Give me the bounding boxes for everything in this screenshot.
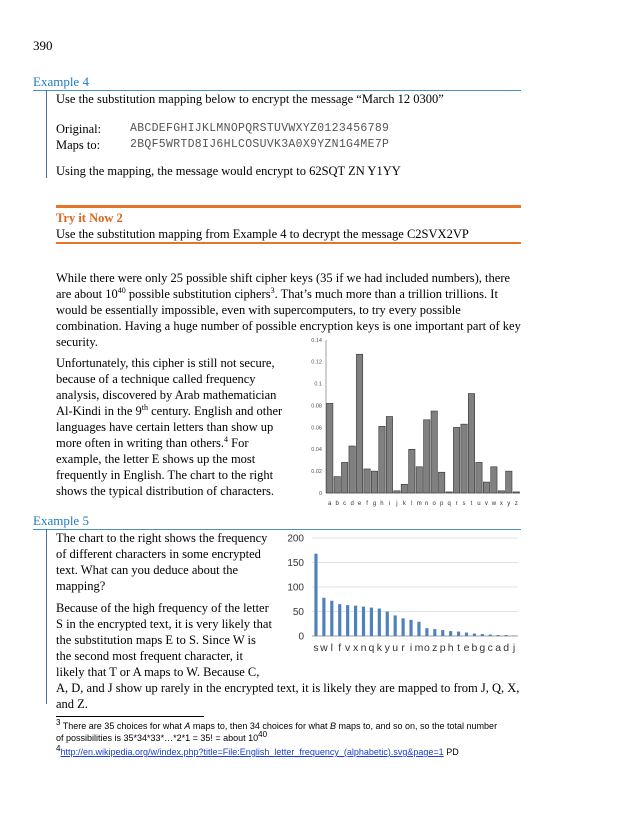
x-tick-label: q [447, 501, 451, 507]
x-tick-label: w [320, 642, 328, 654]
wikipedia-link[interactable]: http://en.wikipedia.org/w/index.php?title=File:English_letter_frequency_(alphabetic).svg&page=1 [60, 747, 444, 757]
try-it-now-top-rule [56, 205, 521, 208]
bar-c [341, 462, 347, 493]
bar-z [513, 492, 519, 493]
y-tick-label: 0.08 [311, 403, 322, 410]
x-tick-label: y [384, 642, 390, 654]
x-tick-label: k [402, 501, 406, 507]
x-tick-label: s [462, 501, 466, 507]
x-tick-label: p [439, 501, 444, 507]
x-tick-label: d [503, 642, 510, 654]
page-number: 390 [33, 38, 53, 53]
bar-u [476, 462, 482, 493]
bar-q [446, 492, 452, 493]
bar-n [424, 420, 430, 493]
bar-p [441, 630, 444, 636]
y-tick-label: 0.1 [314, 381, 322, 388]
original-label: Original: [56, 122, 102, 136]
x-tick-label: a [495, 642, 502, 654]
example-4-title: Example 4 [33, 74, 89, 89]
try-it-now-title: Try it Now 2 [56, 211, 123, 225]
bar-h [379, 426, 385, 493]
x-tick-label: g [479, 642, 486, 654]
bar-o [431, 411, 437, 493]
example-5-question: The chart to the right shows the frequency of different characters in some encrypted text. What can you deduce about the mapping? [56, 531, 268, 593]
bar-k [378, 609, 381, 636]
x-tick-label: o [423, 642, 430, 654]
bar-r [402, 618, 405, 636]
y-tick-label: 0 [298, 631, 304, 643]
x-tick-label: l [330, 642, 333, 654]
x-tick-label: t [457, 642, 461, 654]
bar-y [506, 471, 512, 493]
bar-x [498, 491, 504, 493]
x-tick-label: m [414, 642, 424, 654]
bar-r [453, 427, 459, 493]
example-4-intro: Use the substitution mapping below to encrypt the message “March 12 0300” [56, 92, 444, 106]
bar-i [386, 417, 392, 494]
x-tick-label: p [439, 642, 446, 654]
bar-v [483, 482, 489, 493]
english-frequency-chart [298, 334, 526, 514]
original-alphabet: ABCDEFGHIJKLMNOPQRSTUVWXYZ0123456789 [130, 122, 390, 135]
y-tick-label: 0.12 [311, 359, 322, 366]
x-tick-label: f [338, 642, 342, 654]
bar-h [449, 631, 452, 636]
maps-to-label: Maps to: [56, 138, 101, 152]
bar-o [425, 628, 428, 636]
x-tick-label: l [411, 501, 413, 507]
example-5-title: Example 5 [33, 513, 89, 528]
bar-t [457, 632, 460, 636]
bar-y [386, 612, 389, 637]
x-tick-label: x [352, 642, 359, 654]
bar-s [314, 554, 317, 636]
footnote-3: $^3$ There are 35 choices for what A maps to, then 34 choices for what B maps to, and so on, so the total number of possibilities is 35*34*33*…*2*1 = 35! = about $10^{40}$ [56, 718, 498, 743]
x-tick-label: k [376, 642, 382, 654]
x-tick-label: n [425, 501, 429, 507]
bar-i [409, 620, 412, 636]
y-tick-label: 150 [287, 557, 304, 569]
bar-s [461, 424, 467, 493]
example-4-result: Using the mapping, the message would encrypt to 62SQT ZN Y1YY [56, 164, 401, 178]
y-tick-label: 50 [292, 606, 304, 618]
bar-v [346, 605, 349, 636]
y-tick-label: 0.04 [311, 447, 322, 454]
x-tick-label: z [432, 642, 438, 654]
bar-l [330, 601, 333, 636]
bar-x [354, 606, 357, 636]
x-tick-label: b [335, 501, 339, 507]
bar-m [417, 622, 420, 636]
x-tick-label: r [455, 501, 458, 507]
bar-d [349, 446, 355, 493]
bar-m [416, 467, 422, 493]
example-5-side-bar [46, 529, 47, 704]
x-tick-label: y [507, 501, 511, 507]
x-tick-label: m [416, 501, 422, 507]
bar-a [327, 403, 333, 493]
x-tick-label: u [392, 642, 399, 654]
x-tick-label: h [447, 642, 454, 654]
try-it-now-text: Use the substitution mapping from Example 4 to decrypt the message C2SVX2VP [56, 227, 469, 241]
x-tick-label: d [350, 501, 354, 507]
y-tick-label: 200 [287, 533, 304, 545]
x-tick-label: u [477, 501, 481, 507]
bar-p [438, 472, 444, 493]
x-tick-label: v [484, 501, 488, 507]
bar-l [409, 449, 415, 493]
maps-to-alphabet: 2BQF5WRTD8IJ6HLCOSUVK3A0X9YZN1G4ME7P [130, 138, 390, 151]
bar-d [505, 635, 508, 636]
x-tick-label: f [366, 501, 368, 507]
x-tick-label: i [409, 642, 413, 654]
bar-t [468, 394, 474, 493]
y-tick-label: 0 [318, 490, 322, 497]
x-tick-label: j [396, 501, 398, 507]
x-tick-label: z [514, 501, 518, 507]
bar-e [356, 354, 362, 493]
x-tick-label: e [463, 642, 470, 654]
x-tick-label: c [343, 501, 347, 507]
bar-b [473, 634, 476, 636]
x-tick-label: s [313, 642, 319, 654]
y-tick-label: 100 [287, 582, 304, 594]
bar-g [481, 634, 484, 636]
bar-e [465, 633, 468, 636]
x-tick-label: i [388, 501, 391, 507]
paragraph-key-count: While there were only 25 possible shift cipher keys (35 if we had included numbers), there are about $10^{40}$ possible substitution ciphers$^3$. That’s much more than a trillion trillions. It would be essentially impossible, even with supercomputers, to try every possible combination. Having a huge number of possible encryption keys is one important part of key security. [56, 271, 521, 349]
x-tick-label: v [345, 642, 351, 654]
x-tick-label: r [401, 642, 405, 654]
x-tick-label: g [372, 501, 377, 507]
paragraph-frequency-analysis: Unfortunately, this cipher is still not secure, because of a technique called frequency analysis, discovered by Arab mathematician Al-Kindi in the 9th century. English and other languages have certain letters than show up more often in writing than others.$^4$ For example, the letter E shows up the most frequently in English. The chart to the right shows the typical distribution of characters. [56, 356, 283, 498]
bar-b [334, 477, 340, 493]
example-4-side-bar [46, 90, 47, 178]
x-tick-label: j [512, 642, 516, 654]
y-tick-label: 0.06 [311, 425, 322, 432]
footnote-4: $^4$http://en.wikipedia.org/w/index.php?title=File:English_letter_frequency_(alphabetic).svg&page=1 PD [56, 744, 459, 757]
bar-w [322, 598, 325, 636]
x-tick-label: w [491, 501, 497, 507]
bar-f [364, 469, 370, 493]
bar-k [401, 484, 407, 493]
try-it-now-bottom-rule [56, 242, 521, 244]
bar-n [362, 607, 365, 636]
y-tick-label: 0.02 [311, 468, 322, 475]
x-tick-label: a [328, 501, 332, 507]
bar-w [491, 467, 497, 493]
x-tick-label: h [380, 501, 384, 507]
x-tick-label: q [368, 642, 375, 654]
example-5-answer: Because of the high frequency of the letter S in the encrypted text, it is very likely that the substitution maps E to S. Since W is the second most frequent character, it likely that T or A maps to W. Because C, A, D, and J show up rarely in the encrypted text, it is likely they are mapped to from J, Q, X, and Z. [56, 601, 520, 711]
encrypted-frequency-chart [282, 528, 522, 658]
y-tick-label: 0.14 [311, 337, 322, 344]
x-tick-label: b [471, 642, 478, 654]
x-tick-label: n [360, 642, 367, 654]
x-tick-label: e [357, 501, 362, 507]
bar-u [394, 615, 397, 636]
bar-z [433, 629, 436, 636]
x-tick-label: x [499, 501, 503, 507]
bar-j [394, 491, 400, 493]
bar-q [370, 608, 373, 636]
x-tick-label: c [487, 642, 493, 654]
x-tick-label: t [470, 501, 473, 507]
bar-a [497, 635, 500, 636]
bar-f [338, 604, 341, 636]
bar-c [489, 635, 492, 636]
footnote-separator [56, 716, 204, 717]
bar-g [371, 471, 377, 493]
x-tick-label: o [432, 501, 436, 507]
